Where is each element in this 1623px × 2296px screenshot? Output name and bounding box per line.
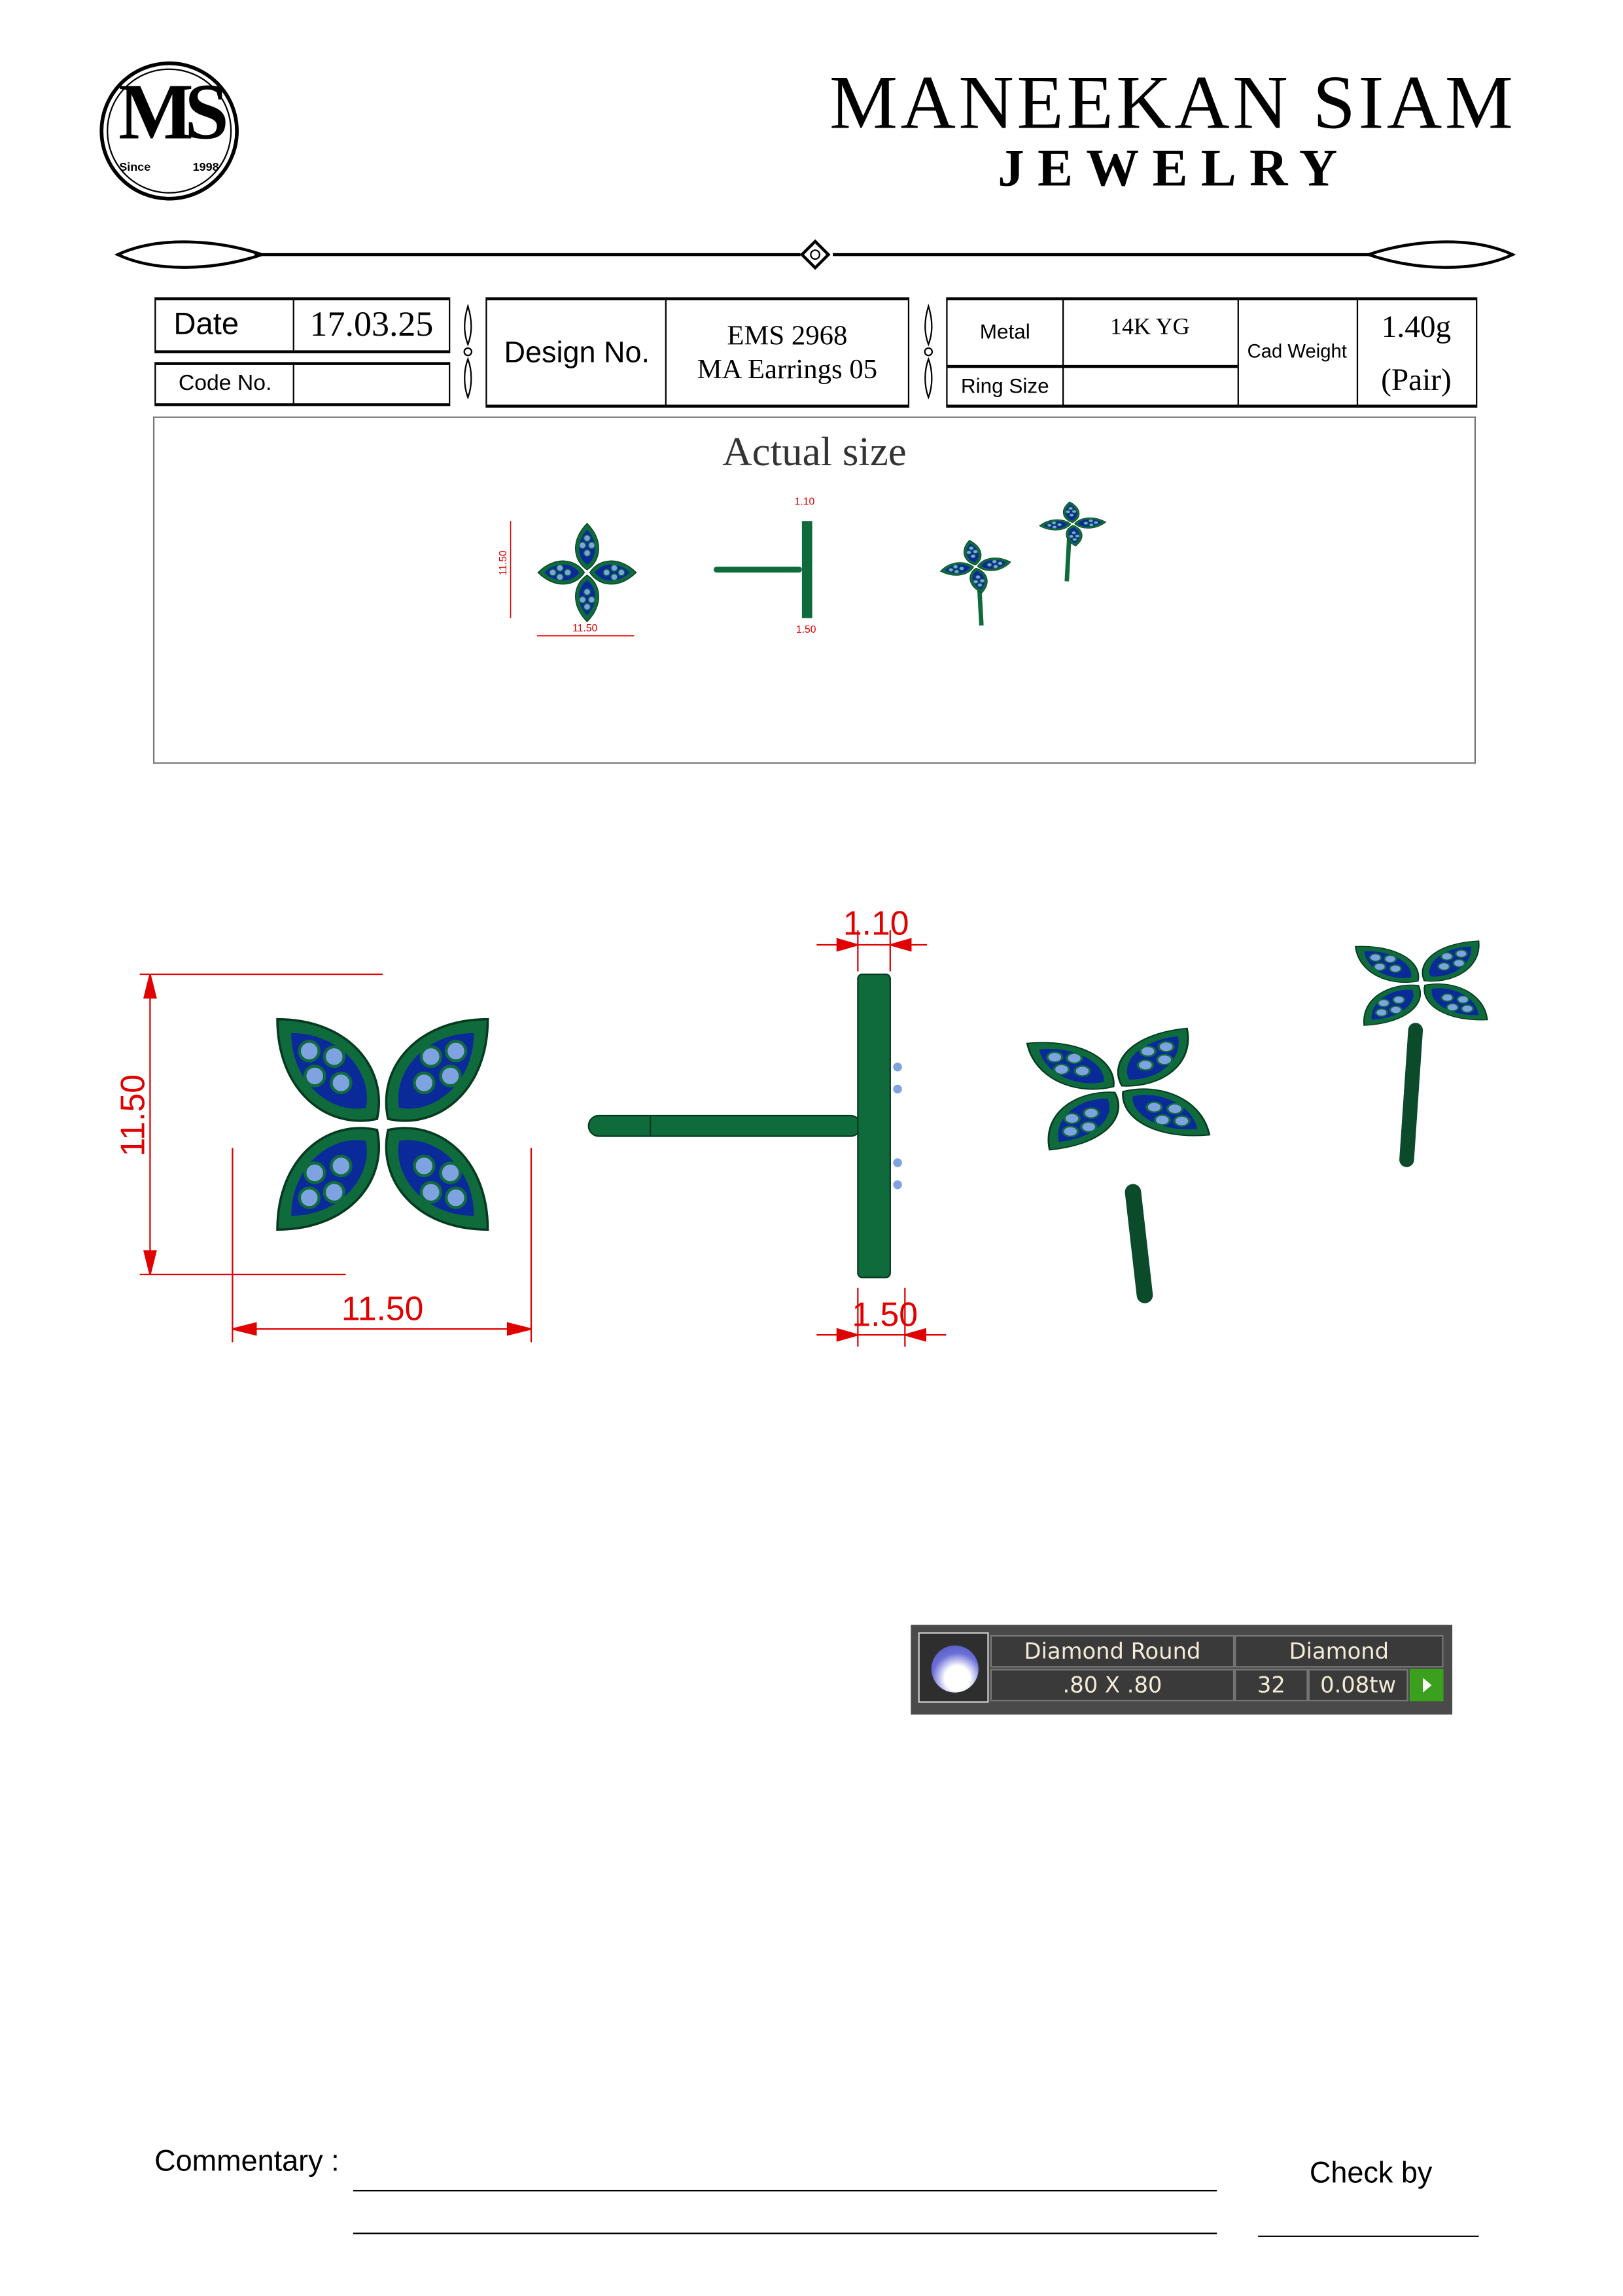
metal-value: 14K YG (1109, 315, 1190, 340)
stone-count: 32 (1234, 1669, 1308, 1701)
code-value (294, 365, 449, 403)
side-dim-top: 1.10 (843, 904, 909, 942)
logo-monogram: MS (118, 67, 220, 156)
actual-dim-height: 11.50 (498, 550, 510, 576)
play-arrow-icon (1422, 1678, 1431, 1692)
actual-size-title: Actual size (722, 429, 907, 476)
metal-box (946, 297, 1477, 408)
front-dim-height: 11.50 (113, 1074, 152, 1157)
brand-sub: JEWELRY (998, 138, 1351, 198)
ornament-divider (114, 232, 1515, 276)
ring-size-value (1062, 368, 1238, 406)
actual-size-panel (153, 417, 1476, 764)
cad-weight-note: (Pair) (1381, 362, 1452, 398)
side-dim-bottom: 1.50 (852, 1295, 918, 1333)
ring-size-label: Ring Size (960, 374, 1049, 398)
metal-label: Metal (979, 319, 1030, 344)
diamond-icon (918, 1632, 989, 1703)
design-box (485, 297, 909, 408)
stone-table (911, 1625, 1452, 1714)
stone-weight: 0.08tw (1308, 1669, 1408, 1701)
stone-material: Diamond (1234, 1635, 1443, 1667)
code-label: Code No. (178, 370, 272, 396)
cad-weight-value: 1.40g (1381, 309, 1452, 345)
actual-size-front-view (496, 512, 643, 645)
actual-size-side-view (710, 503, 828, 639)
commentary-line-1[interactable] (353, 2190, 1217, 2191)
design-number (667, 300, 908, 405)
check-by-label: Check by (1309, 2157, 1433, 2190)
date-box (154, 297, 450, 353)
actual-size-perspective-views (920, 499, 1126, 631)
stone-type: Diamond Round (990, 1635, 1234, 1667)
cad-weight-label: Cad Weight (1247, 340, 1347, 363)
divider-ornament (920, 303, 937, 400)
actual-dim-width: 11.50 (572, 624, 598, 635)
actual-dim-top: 1.10 (794, 497, 815, 508)
logo-since: Since (119, 160, 151, 174)
date-label: Date (173, 308, 239, 342)
brand-name: MANEEKAN SIAM (829, 62, 1516, 146)
design-line2: MA Earrings 05 (697, 353, 878, 385)
design-label: Design No. (504, 336, 650, 369)
code-box (154, 362, 450, 406)
front-dim-width: 11.50 (341, 1289, 424, 1328)
side-view-drawing (581, 927, 964, 1354)
perspective-view-drawing (971, 913, 1545, 1325)
company-logo (99, 60, 240, 202)
divider-ornament (459, 303, 477, 400)
check-by-line[interactable] (1258, 2236, 1478, 2237)
date-value: 17.03.25 (309, 306, 434, 344)
stone-size: .80 X .80 (990, 1669, 1234, 1701)
commentary-label: Commentary : (154, 2146, 340, 2178)
logo-year: 1998 (192, 160, 219, 174)
front-view-drawing (111, 957, 552, 1354)
actual-dim-bottom: 1.50 (795, 625, 816, 636)
expand-arrow-button[interactable] (1410, 1669, 1444, 1701)
commentary-line-2[interactable] (353, 2233, 1217, 2234)
design-line1: EMS 2968 (727, 320, 848, 351)
